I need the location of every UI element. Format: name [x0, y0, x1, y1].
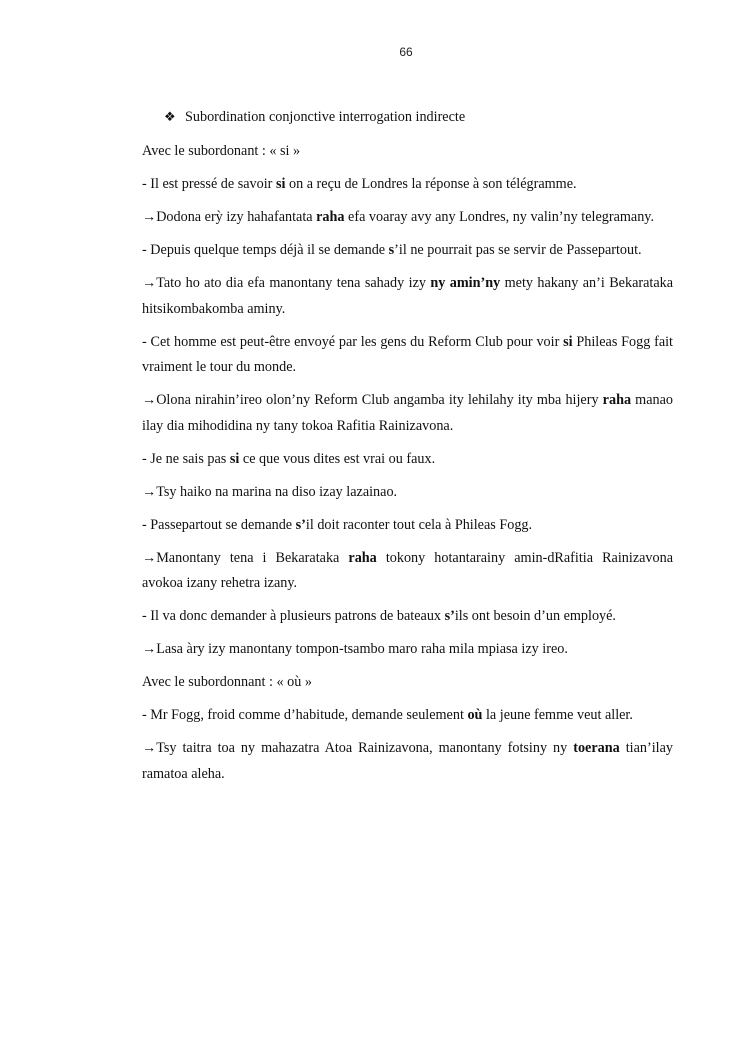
- text-run: →Lasa àry izy manontany tompon-tsambo maro raha mila mpiasa izy ireo.: [142, 641, 568, 657]
- bold-term: s’: [295, 516, 306, 533]
- paragraph: [142, 330, 673, 381]
- paragraph: [142, 139, 673, 165]
- text-run: - Passepartout se demande: [142, 516, 296, 533]
- paragraph: [142, 703, 673, 729]
- paragraph: [142, 447, 673, 473]
- text-run: →Tsy taitra toa ny mahazatra Atoa Rainizavona, manontany fotsiny ny: [142, 740, 574, 756]
- text-run: →Olona nirahin’ireo olon’ny Reform Club angamba ity lehilahy ity mba hijery: [142, 392, 603, 408]
- bold-term: raha: [348, 549, 377, 566]
- text-run: efa voaray avy any Londres, ny valin’ny telegramany.: [344, 209, 655, 225]
- text-run: Avec le subordonnant : « où »: [142, 674, 312, 690]
- text-run: →Tato ho ato dia efa manontany tena sahady izy: [142, 275, 431, 291]
- bold-term: si: [275, 176, 286, 192]
- text-run: →Tsy haiko na marina na diso izay lazainao.: [142, 483, 398, 500]
- paragraph-list: [142, 139, 673, 787]
- paragraph: [142, 604, 673, 630]
- bold-term: raha: [602, 392, 632, 408]
- text-run: il doit raconter tout cela à Phileas Fogg.: [305, 516, 533, 533]
- text-run: - Depuis quelque temps déjà il se demande: [142, 242, 389, 258]
- paragraph: [142, 172, 673, 198]
- text-run: manao ilay dia mihodidina ny tany tokoa Rafitia Rainizavona.: [142, 392, 673, 434]
- bold-term: si: [563, 333, 573, 350]
- text-run: - Mr Fogg, froid comme d’habitude, demande seulement: [142, 707, 468, 723]
- text-run: la jeune femme veut aller.: [482, 707, 633, 723]
- paragraph: [142, 546, 673, 597]
- bold-term: ny amin’ny: [430, 275, 501, 291]
- bold-term: toerana: [573, 740, 620, 756]
- page-number: 66: [399, 45, 413, 59]
- diamond-bullet-icon: ❖: [164, 110, 176, 125]
- text-run: tian’ilay ramatoa aleha.: [142, 740, 673, 782]
- paragraph: [142, 736, 673, 787]
- paragraph: [142, 637, 673, 663]
- text-run: tokony hotantarainy amin-dRafitia Rainizavona avokoa izany rehetra izany.: [142, 549, 673, 591]
- text-run: - Cet homme est peut-être envoyé par les gens du Reform Club pour voir: [142, 333, 564, 350]
- text-run: →Dodona erỳ izy hahafantata: [142, 209, 317, 225]
- page-body: [142, 105, 673, 795]
- paragraph: [142, 238, 673, 264]
- text-run: - Il va donc demander à plusieurs patrons de bateaux: [142, 608, 445, 624]
- bold-term: s: [388, 242, 395, 258]
- text-run: ils ont besoin d’un employé.: [454, 608, 616, 624]
- paragraph: [142, 388, 673, 439]
- section-heading-text: Subordination conjonctive interrogation indirecte: [185, 109, 466, 125]
- text-run: on a reçu de Londres la réponse à son télégramme.: [285, 176, 577, 192]
- text-run: - Je ne sais pas: [142, 450, 230, 467]
- text-run: ce que vous dites est vrai ou faux.: [239, 450, 436, 467]
- paragraph: [142, 513, 673, 539]
- bold-term: si: [229, 450, 240, 467]
- text-run: →Manontany tena i Bekarataka: [142, 549, 349, 566]
- text-run: - Il est pressé de savoir: [142, 176, 276, 192]
- section-heading: [142, 105, 673, 131]
- bold-term: s’: [444, 608, 455, 624]
- text-run: ’il ne pourrait pas se servir de Passepartout.: [394, 242, 642, 258]
- paragraph: [142, 670, 673, 696]
- paragraph: [142, 271, 673, 322]
- text-run: mety hakany an’i Bekarataka hitsikombakomba aminy.: [142, 275, 674, 317]
- paragraph: [142, 205, 673, 231]
- text-run: Phileas Fogg fait vraiment le tour du monde.: [142, 333, 674, 375]
- bold-term: raha: [316, 209, 345, 225]
- paragraph: [142, 480, 673, 506]
- bold-term: où: [467, 707, 483, 723]
- text-run: Avec le subordonant : « si »: [142, 143, 301, 159]
